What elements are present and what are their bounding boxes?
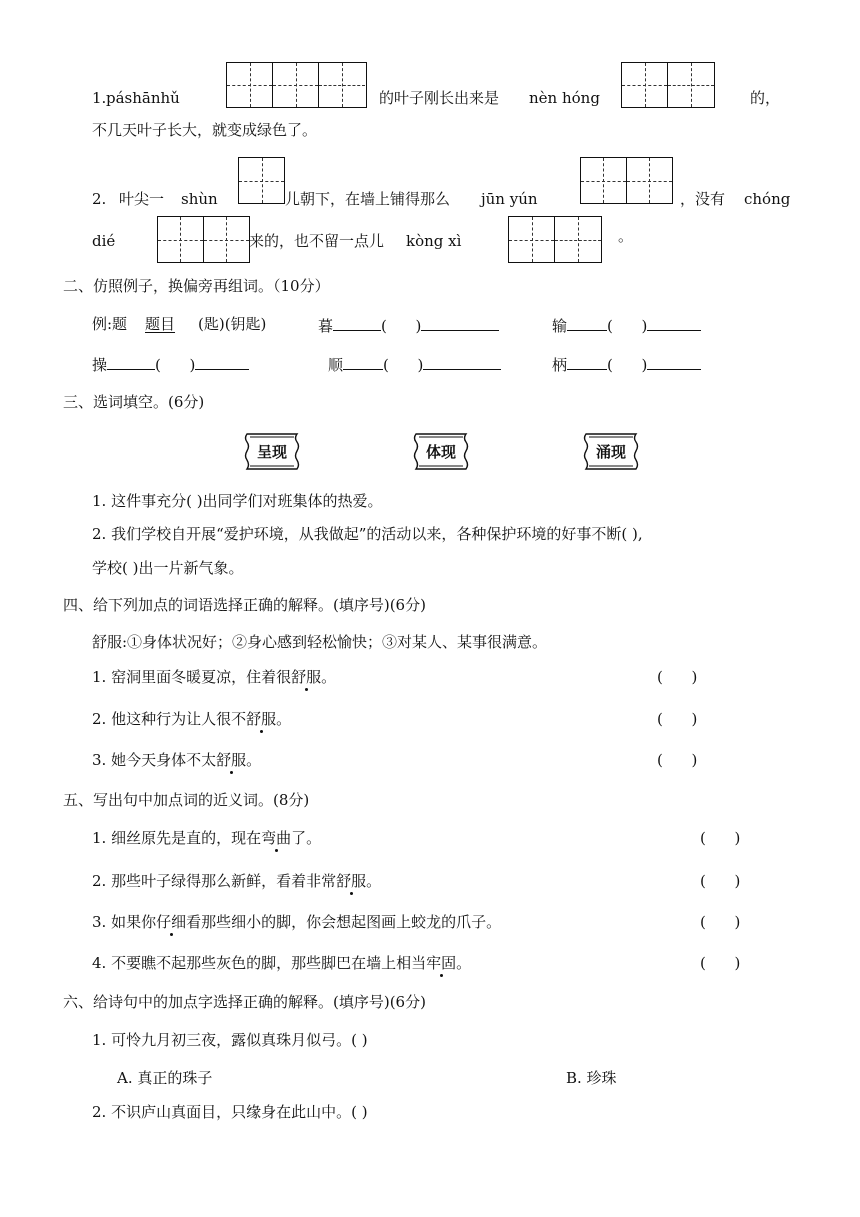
answer-blank[interactable] [421,314,499,331]
answer-paren[interactable]: ( ) [700,872,741,890]
q1-pinyin-1: páshānhǔ [106,89,180,107]
word-card-label: 体现 [425,442,456,461]
sentence-text: 2. 那些叶子绿得那么新鲜，看着非常 [92,872,337,890]
answer-blank[interactable] [567,353,607,370]
dotted-word: 舒服 [291,668,322,686]
sentence-text: 。 [366,872,382,890]
sentence-text: 1. 细丝原先是直的，现在 [92,829,262,847]
dotted-word: 弯曲 [261,829,292,847]
q1-line-2: 不几天叶子长大，就变成绿色了。 [92,121,318,139]
answer-blank[interactable] [647,314,701,331]
sentence-text: 。 [246,751,262,769]
sentence-text: 。 [321,668,337,686]
s3-question-2-cont: 学校( )出一片新气象。 [92,559,244,577]
section-2-title: 二、仿照例子，换偏旁再组词。（10分） [63,277,330,295]
q1-writing-grid-2[interactable] [621,62,715,108]
q2-pinyin-3a: chóng [744,190,791,208]
word-card-2 [410,430,472,472]
s2-char: 输 [552,317,568,335]
q2-number: 2. [92,190,107,208]
s2-char: 柄 [552,356,568,374]
answer-blank[interactable] [647,353,701,370]
q1-text-2: 的， [750,89,781,107]
q1-writing-grid-1[interactable] [226,62,367,108]
s2-item-5 [552,353,701,375]
sentence-text: 3. 她今天身体不太 [92,751,217,769]
s4-item-3 [92,750,261,770]
dotted-word: 仔细 [156,913,187,931]
section-3-title: 三、选词填空。(6分) [63,393,205,411]
s2-item-4 [328,353,501,375]
answer-paren[interactable]: ( ) [381,317,422,335]
q1-text-1: 的叶子刚长出来是 [379,89,500,107]
s4-item-2 [92,709,291,729]
word-card-label: 涌现 [595,442,626,461]
s5-item-3 [92,912,501,932]
q2-writing-grid-2[interactable] [580,157,673,204]
sentence-text: 3. 如果你 [92,913,157,931]
s5-item-4 [92,953,471,973]
dotted-word: 舒服 [216,751,247,769]
sentence-text: 4. 不要瞧不起那些灰色的脚，那些脚巴在墙上相当 [92,954,427,972]
word-card-label: 呈现 [256,442,287,461]
s4-definition: 舒服:①身体状况好；②身心感到轻松愉快；③对某人、某事很满意。 [92,633,548,651]
s6-option-a[interactable]: A. 真正的珠子 [117,1069,213,1087]
s6-question-2: 2. 不识庐山真面目，只缘身在此山中。( ) [92,1103,368,1121]
sentence-text: 。 [276,710,292,728]
sentence-text: 2. 他这种行为让人很不 [92,710,247,728]
s2-char: 操 [92,356,108,374]
answer-paren[interactable]: ( ) [607,356,648,374]
answer-blank[interactable] [107,353,155,370]
answer-blank[interactable] [343,353,383,370]
q2-writing-grid-4[interactable] [508,216,602,263]
section-4-title: 四、给下列加点的词语选择正确的解释。(填序号)(6分) [63,596,426,614]
sentence-text: 。 [456,954,472,972]
answer-paren[interactable]: ( ) [700,954,741,972]
s2-item-3 [92,353,249,375]
sentence-text: 1. 窑洞里面冬暖夏凉，住着很 [92,668,292,686]
q2-writing-grid-3[interactable] [157,216,250,263]
dotted-word: 舒服 [336,872,367,890]
s2-item-2 [552,314,701,336]
q2-writing-grid-1[interactable] [238,157,285,204]
q2-pinyin-2: jūn yún [481,190,538,208]
answer-paren[interactable]: ( ) [657,668,698,686]
answer-blank[interactable] [333,314,381,331]
q2-text-5: 。 [618,227,634,245]
answer-paren[interactable]: ( ) [607,317,648,335]
answer-paren[interactable]: ( ) [700,829,741,847]
word-card-3 [580,430,642,472]
q2-pinyin-1: shùn [181,190,218,208]
s2-example-word: 题目 [145,315,176,333]
sentence-text: 看那些细小的脚，你会想起图画上蛟龙的爪子。 [186,913,502,931]
q2-text-2: 儿朝下，在墙上铺得那么 [285,190,451,208]
section-5-title: 五、写出句中加点词的近义词。(8分) [63,791,310,809]
q2-pinyin-4: kòng xì [406,232,462,250]
s2-char: 顺 [328,356,344,374]
s6-option-b[interactable]: B. 珍珠 [566,1069,617,1087]
q2-text-4: 来的，也不留一点儿 [249,232,385,250]
q2-pinyin-3b: dié [92,232,116,250]
q1-number: 1. [92,89,107,107]
sentence-text: 了。 [291,829,322,847]
s3-question-1: 1. 这件事充分( )出同学们对班集体的热爱。 [92,492,383,510]
s6-question-1: 1. 可怜九月初三夜，露似真珠月似弓。( ) [92,1031,368,1049]
word-card-1 [241,430,303,472]
s2-item-1 [318,314,499,336]
q2-text-3: ，没有 [680,190,726,208]
answer-blank[interactable] [195,353,249,370]
dotted-word: 牢固 [426,954,457,972]
answer-blank[interactable] [567,314,607,331]
answer-paren[interactable]: ( ) [155,356,196,374]
answer-blank[interactable] [423,353,501,370]
q2-text-1: 叶尖一 [119,190,165,208]
s2-char: 暮 [318,317,334,335]
dotted-word: 舒服 [246,710,277,728]
answer-paren[interactable]: ( ) [657,751,698,769]
answer-paren[interactable]: ( ) [383,356,424,374]
s4-item-1 [92,667,336,687]
s3-question-2: 2. 我们学校自开展“爱护环境，从我做起”的活动以来，各种保护环境的好事不断( ), [92,525,643,543]
s5-item-2 [92,871,381,891]
s2-example-label: 例:题 [92,315,128,333]
section-6-title: 六、给诗句中的加点字选择正确的解释。(填序号)(6分) [63,993,426,1011]
q1-pinyin-2: nèn hóng [529,89,600,107]
s5-item-1 [92,828,321,848]
s2-example-rest: (匙)(钥匙) [198,315,267,333]
answer-paren[interactable]: ( ) [700,913,741,931]
answer-paren[interactable]: ( ) [657,710,698,728]
